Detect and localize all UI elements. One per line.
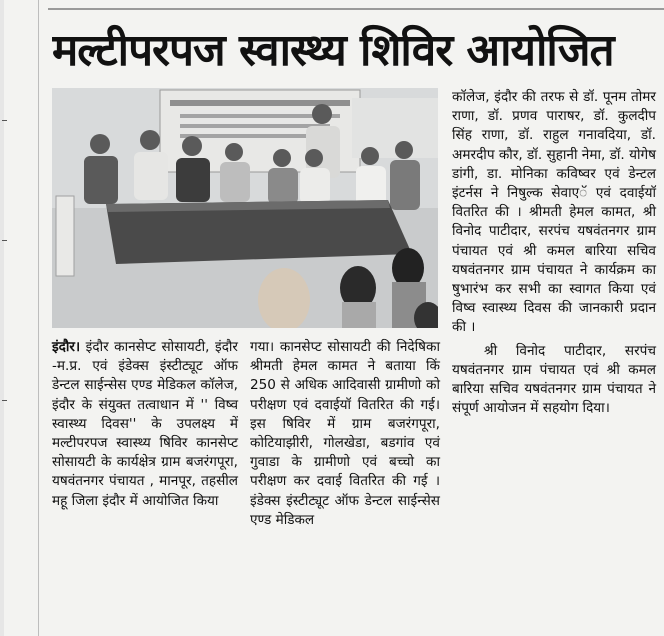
dateline: इंदौर। — [52, 339, 81, 355]
body-paragraph-1 — [52, 338, 238, 511]
body-text-4: श्री विनोद पाटीदार, सरपंच यषवंतनगर ग्राम पंचायत एवं श्री कमल बारिया सचिव यषवंतनगर ग्राम पंचायत ने संपूर्ण आयोजन में सहयोग दिया। — [452, 342, 656, 417]
column-divider — [38, 0, 39, 636]
event-photo-graphic — [52, 88, 438, 328]
headline: मल्टीपरपज स्वास्थ्य शिविर आयोजित — [52, 25, 614, 76]
body-text-2: गया। कानसेप्ट सोसायटी की निदेषिका श्रीमती हेमल कामत ने बताया किं 250 से अधिक आदिवासी ग्रामीणो को परीक्षण एवं दवाईयॉ वितरित की गई।इस षिविर में ग्राम बजरंगपूरा, कोटियाझीरी, गोलखेडा, बडगांव एवं गुवाडा के ग्रामीणो एवं बच्चो का परीक्षण कर दवाई वितरित की गई । इंडेक्स इंस्टीट्यूट ऑफ डेन्टल साईन्सेस एण्ड मेडिकल — [250, 339, 440, 528]
page-margin — [0, 0, 4, 636]
margin-mark — [2, 120, 7, 121]
margin-mark — [2, 240, 7, 241]
body-column-1 — [52, 338, 238, 511]
body-column-2 — [250, 338, 440, 530]
top-rule — [48, 8, 664, 10]
margin-mark — [2, 400, 7, 401]
body-text-3: कॉलेज, इंदौर की तरफ से डॉ. पूनम तोमर राणा, डॉ. प्रणव पाराषर, डॉ. कुलदीप सिंह राणा, डॉ. राहुल गनावदिया, डॉ. अमरदीप कौर, डॉ. सुहानी नेमा, डॉ. योगेष डांगी, डा. मोनिका कविष्वर एवं डेन्टल इंटर्नस ने निषुल्क सेवाएॅ एवं दवाईयॉ वितरित की । श्रीमती हेमल कामत, श्री विनोद पाटीदार, सरपंच यषवंतनगर ग्राम पंचायत एवं श्री कमल बारिया सचिव यषवंतनगर ग्राम पंचायत ने कार्यक्रम का षुभारंभ कर सभी का स्वागत किया एवं विष्व स्वास्थ्य दिवस की जानकारी प्रदान की । — [452, 89, 656, 336]
body-text-1: इंदौर कानसेप्ट सोसायटी, इंदौर -म.प्र. एवं इंडेक्स इंस्टीट्यूट ऑफ डेन्टल साईन्सेस एण्ड मेडिकल कॉलेज, इंदौर के संयुक्त तत्वाधान में '' विष्व स्वास्थ्य दिवस'' के उपलक्ष्य में मल्टीपरपज स्वास्थ्य षिविर कानसेप्ट सोसायटी के कार्यक्षेत्र ग्राम बजरंगपूरा, यषवंतनगर पंचायत , मानपूर, तहसील महू जिला इंदौर में आयोजित किया — [52, 339, 238, 509]
event-photo — [52, 88, 438, 328]
body-column-3 — [452, 88, 656, 418]
